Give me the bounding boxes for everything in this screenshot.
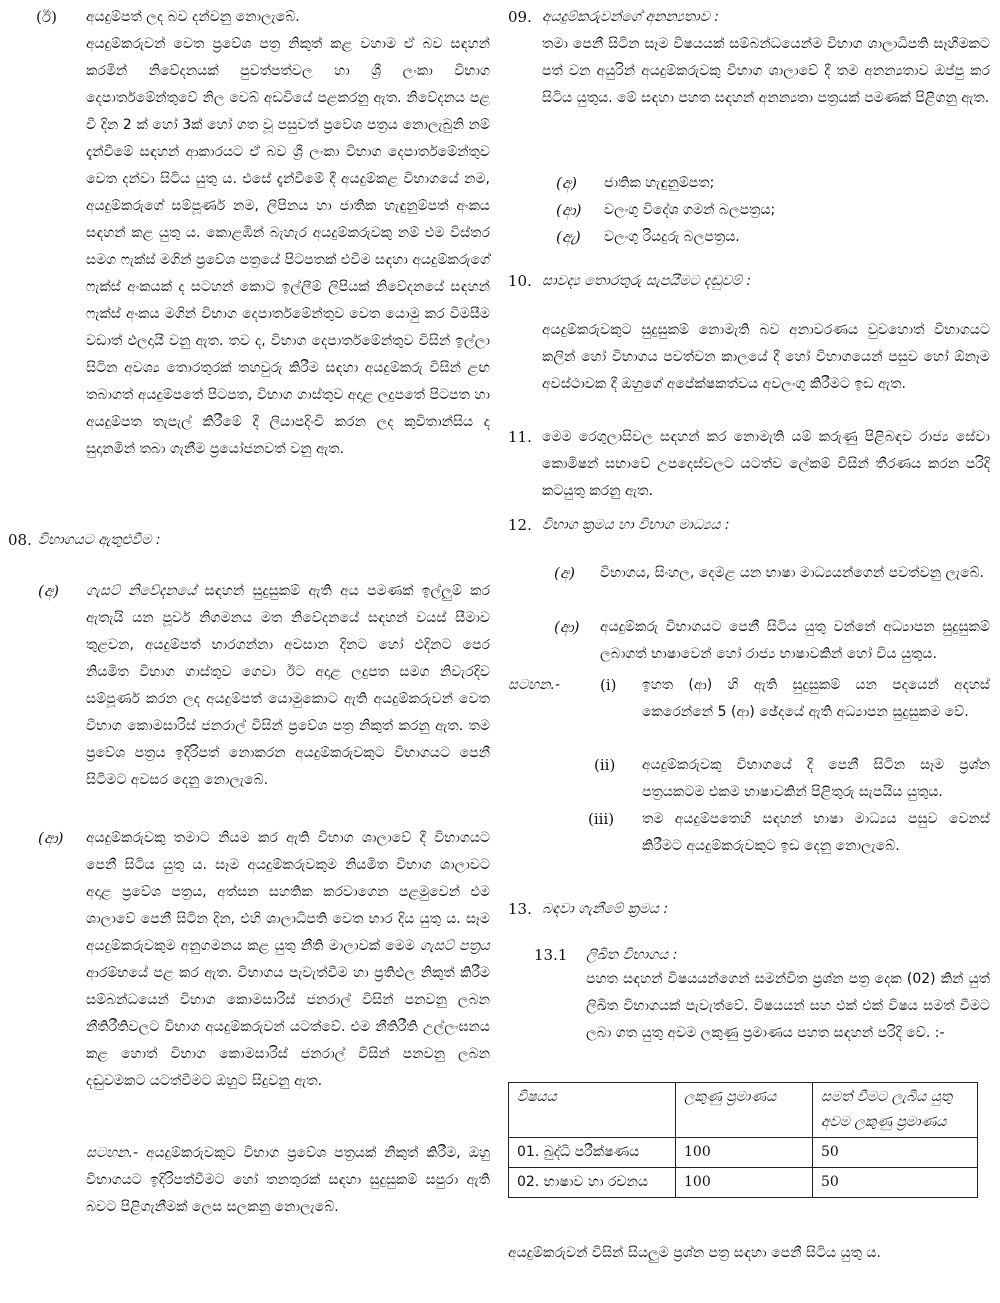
section-12-a-text: විභාගය, සිංහල, දෙමළ යන භාෂා මාධ්‍යයන්ගෙන් පවත්වනු ලැබේ.	[600, 565, 985, 581]
section-13-heading: බඳවා ගැනීමේ ක්‍රමය :	[542, 901, 669, 917]
table-cell-subject: 02. භාෂාව හා රචනය	[509, 1168, 676, 1198]
table-row	[509, 1138, 978, 1168]
subjects-table	[508, 1082, 978, 1198]
table-header-min-marks: සමත් වීමට ලැබිය යුතු අවම ලකුණු ප්‍රමාණය	[813, 1083, 978, 1138]
section-12-a-marker: (අ)	[554, 564, 575, 582]
section-12-aa-marker: (ආ)	[554, 618, 580, 636]
section-12-number: 12.	[508, 516, 532, 534]
gazette-paper-term: ගැසට් පත්‍රය	[419, 938, 490, 954]
section-12-aa-text: අයදුම්කරු විභාගයට පෙනී සිටිය යුතු වන්නේ අධ්‍යාපන සුදුසුකම් ලබාගත් භාෂාවෙන් හෝ රාජ්‍ය භාෂාවකින් හෝ විය යුතුය.	[600, 619, 990, 662]
section-09-body: තමා පෙනී සිටින සෑම විෂයයක් සම්බන්ධයෙන්ම විභාග ශාලාධිපති සෑහීමකට පත් වන අයුරින් අයදුම්කරුවකු විභාග ශාලාවේ දී තම අනන්‍යතාව ඔප්පු කර සිටිය යුතුය. මේ සඳහා පහත සඳහන් අනන්‍යතා පත්‍රයක් පමණක් පිළිගනු ඇත.	[542, 36, 990, 106]
section-09-a-text: ජාතික හැඳුනුම්පත;	[604, 175, 715, 191]
section-10-number: 10.	[508, 272, 532, 290]
section-08-aa-text-2: ආරම්භයේ පළ කර ඇත. විභාගය පැවැත්වීම හා ප්‍රතිඵල නිකුත් කිරීම සම්බන්ධයෙන් විභාග කොමසාරිස් ජනරාල් විසින් පනවනු ලබන නීතිරීතිවලට විභාග අයදුම්කරුවන් යටත්වේ. එම නීතිරීති උල්ලංඝනය කළ හොත් විභාග කොමසාරිස් ජනරාල් විසින් පනවනු ලබන දඬුවමකට යටත්වීමට ඔහුට සිදුවනු ඇත.	[86, 965, 490, 1089]
section-08-heading: විභාගයට ඇතුළුවීම :	[38, 532, 161, 548]
table-header-marks: ලකුණු ප්‍රමාණය	[676, 1083, 813, 1138]
section-08-number: 08.	[8, 531, 32, 549]
section-08-aa-text-1: අයදුම්කරුවකු තමාට නියම කර ඇති විභාග ශාලාවේ දී විභාගයට පෙනී සිටිය යුතු ය. සෑම අයදුම්කරුවකුම නියමිත විභාග ශාලාවට අදාළ ප්‍රවේශ පත්‍රය, අත්සන සහතික කරවාගෙන පළමුවෙන් එම ශාලාවේ පෙනී සිටින දින, එහි ශාලාධිපති වෙත භාර දිය යුතු ය. සෑම අයදුම්කරුවකුම අනුගමනය කළ යුතු නීති මාලාවක් මෙම	[86, 830, 490, 954]
section-11-number: 11.	[508, 428, 532, 446]
table-cell-min-marks: 50	[813, 1168, 978, 1198]
section-12-note-ii-text: අයදුම්කරුවකු විභාගයේ දී පෙනී සිටින සෑම ප්‍රශ්න පත්‍රයකටම එකම භාෂාවකින් පිළිතුරු සැපයිය යුතුය.	[642, 757, 990, 800]
section-12-note-iii-marker: (iii)	[588, 810, 615, 828]
table-cell-marks: 100	[676, 1168, 813, 1198]
table-header-subject: විෂයය	[509, 1083, 676, 1138]
section-09-a-marker: (අ)	[556, 174, 577, 192]
section-08-a-marker: (අ)	[38, 582, 59, 600]
section-09-ae-text: වලංගු රියදුරු බලපත්‍රය.	[604, 229, 740, 245]
note-body: අයදුම්කරුවකුට විභාග ප්‍රවේශ පත්‍රයක් නිකුත් කිරීම, ඔහු විභාගයට ඉදිරිපත්වීමට හෝ තනතුරක් සඳහා සුදුසුකම් සපුරා ඇති බවට පිළිගැනීමක් ලෙස සලකනු නොලැබේ.	[86, 1145, 490, 1215]
gazette-notice-term: ගැසට් නිවේදනයේ	[86, 583, 197, 599]
table-cell-min-marks: 50	[813, 1138, 978, 1168]
section-08-a-text: සඳහන් සුදුසුකම් ඇති අය පමණක් ඉල්ලුම් කර ඇතැයි යන පූර්ව නිගමනය මත නිවේදනයේ සඳහන් වයස් සීමාව තුළවන, අයදුම්පත් භාරගන්නා අවසාන දිනට හෝ එදිනට පෙර නියමිත විභාග ගාස්තුව ගෙවා ඊට අදාළ ලදුපත සමග නිවැරදිව සම්පූර්ණ කරන ලද අයදුම්පත් යොමුකොට ඇති අයදුම්කරුවන් වෙත විභාග කොමසාරිස් ජනරාල් විසින් ප්‍රවේශ පත්‍ර නිකුත් කරනු ඇත. තම ප්‍රවේශ පත්‍රය ඉදිරිපත් නොකරන අයදුම්කරුවකුට විභාගයට පෙනී සිටීමට අවසර දෙනු නොලැබේ.	[86, 583, 491, 788]
section-10-body: අයදුම්කරුවකුට සුදුසුකම් නොමැති බව අනාවරණය වුවහොත් විභාගයට කලින් හෝ විභාගය පවත්වන කාලයේ දී හෝ විභාගයෙන් පසුව හෝ ඕනෑම අවස්ථාවක දී ඔහුගේ අපේක්ෂකත්වය අවලංගු කිරීමට ඉඩ ඇත.	[542, 322, 990, 392]
table-row	[509, 1168, 978, 1198]
section-12-note-label: සටහන.-	[508, 677, 561, 693]
note-label: සටහන.-	[86, 1145, 139, 1161]
section-12-note-ii-marker: (ii)	[594, 756, 616, 774]
section-13-1-number: 13.1	[534, 946, 568, 964]
section-12-note-i-text: ඉහත (ආ) හි ඇති සුදුසුකම් යන පදයෙන් අදහස් කෙරෙන්නේ 5 (ආ) ඡේදයේ ඇති අධ්‍යාපන සුදුසුකම වේ.	[642, 677, 990, 720]
section-11-body: මෙම රෙගුලාසිවල සඳහන් කර නොමැති යම් කරුණු පිළිබඳව රාජ්‍ය සේවා කොමිෂන් සභාවේ උපදෙස්වලට යටත්ව ලේකම් විසින් තීරණය කරන පරිදි කටයුතු කරනු ඇත.	[542, 429, 990, 499]
section-12-heading: විභාග ක්‍රමය හා විභාග මාධ්‍යය :	[542, 517, 730, 533]
section-13-1-heading: ලිඛිත විභාගය :	[586, 947, 678, 963]
section-09-number: 09.	[508, 8, 532, 26]
section-09-aa-text: වලංගු විදේශ ගමන් බලපත්‍රය;	[604, 202, 776, 218]
section-12-note-iii-text: තම අයදුම්පතෙහි සඳහන් භාෂා මාධ්‍යය පසුව වෙනස් කිරීමට අයදුම්කරුවකුට ඉඩ දෙනු නොලැබේ.	[642, 811, 990, 854]
section-09-heading: අයදුම්කරුවන්ගේ අනන්‍යතාව :	[542, 9, 719, 25]
table-cell-marks: 100	[676, 1138, 813, 1168]
section-08-aa-body	[86, 825, 490, 1095]
section-09-aa-marker: (ආ)	[556, 201, 582, 219]
table-header-row	[509, 1083, 978, 1138]
item-e-marker: (ඊ)	[36, 8, 57, 26]
section-08-aa-marker: (ආ)	[38, 829, 64, 847]
item-e-body: අයදුම්කරුවන් වෙත ප්‍රවේශ පත්‍ර නිකුත් කළ වහාම ඒ බව සඳහන් කරමින් නිවේදනයක් පුවත්පත්වල හා ශ්‍රී ලංකා විභාග දෙපාර්තමේන්තුවේ නිල වෙබ් අඩවියේ පළකරනු ඇත. නිවේදනය පළ වී දින 2 ක් හෝ 3ක් හෝ ගත වූ පසුවත් ප්‍රවේශ පත්‍රය නොලැබුනි නම් දැන්වීමේ සඳහන් ආකාරයට ඒ බව ශ්‍රී ලංකා විභාග දෙපාර්තමේන්තුව වෙත දන්වා සිටිය යුතු ය. එසේ දැන්වීමේ දී අයදුම්කළ විභාගයේ නම, අයදුම්කරුගේ සම්පූර්ණ නම, ලිපිනය හා ජාතික හැඳුනුම්පත් අංකය සඳහන් කළ යුතු ය. කොළඹින් බැහැර අයදුම්කරුවකු නම් එම විස්තර සමග ෆැක්ස් මගින් ප්‍රවේශ පත්‍රයේ පිටපතක් එවීම සඳහා අයදුම්කරුගේ ෆැක්ස් අංකයක් ද සටහන් කොට ඉල්ලීම් ලිපියක් නිවේදනයේ සඳහන් ෆැක්ස් අංකය මගින් විභාග දෙපාර්තමේන්තුව වෙත යොමු කර විමසීම වඩාත් ඵලදායී වනු ඇත. තව ද, විභාග දෙපාර්තමේන්තුව විසින් ඉල්ලා සිටින අවශ්‍ය තොරතුරක් තහවුරු කිරීම සඳහා අයදුම්කරු විසින් ළඟ තබාගත් අයදුම්පතේ පිටපත, විභාග ගාස්තුව අදාළ ලදුපතේ පිටපත හා අයදුම්පත තැපැල් කිරීමේ දී ලියාපදිංචි කරන ලද කුවිතාන්සිය ද සුදානමින් තබා ගැනීම ප්‍රයෝජනවත් වනු ඇත.	[86, 36, 490, 457]
closing-statement: අයදුම්කරුවන් විසින් සියලුම ප්‍රශ්න පත්‍ර සඳහා පෙනී සිටිය යුතු ය.	[508, 1245, 881, 1261]
item-e-title: අයදුම්පත් ලද බව දන්වනු නොලැබේ.	[86, 9, 300, 25]
section-08-a-body	[86, 578, 490, 794]
section-13-number: 13.	[508, 900, 532, 918]
section-08-note	[86, 1140, 490, 1221]
section-13-1-body: පහත සඳහන් විෂයයන්ගෙන් සමන්විත ප්‍රශ්න පත්‍ර දෙක (02) කින් යුත් ලිඛිත විභාගයක් පැවැත්වේ. විෂයයන් සහ එක් එක් විෂය සමත් වීමට ලබා ගත යුතු අවම ලකුණු ප්‍රමාණය පහත සඳහන් පරිදි වේ. :-	[586, 971, 990, 1041]
section-10-heading: සාවද්‍ය තොරතුරු සැපයීමට දඬුවම් :	[542, 273, 752, 289]
table-cell-subject: 01. බුද්ධි පරීක්ෂණය	[509, 1138, 676, 1168]
section-09-ae-marker: (ඇ)	[556, 228, 581, 246]
section-12-note-i-marker: (i)	[600, 676, 617, 694]
